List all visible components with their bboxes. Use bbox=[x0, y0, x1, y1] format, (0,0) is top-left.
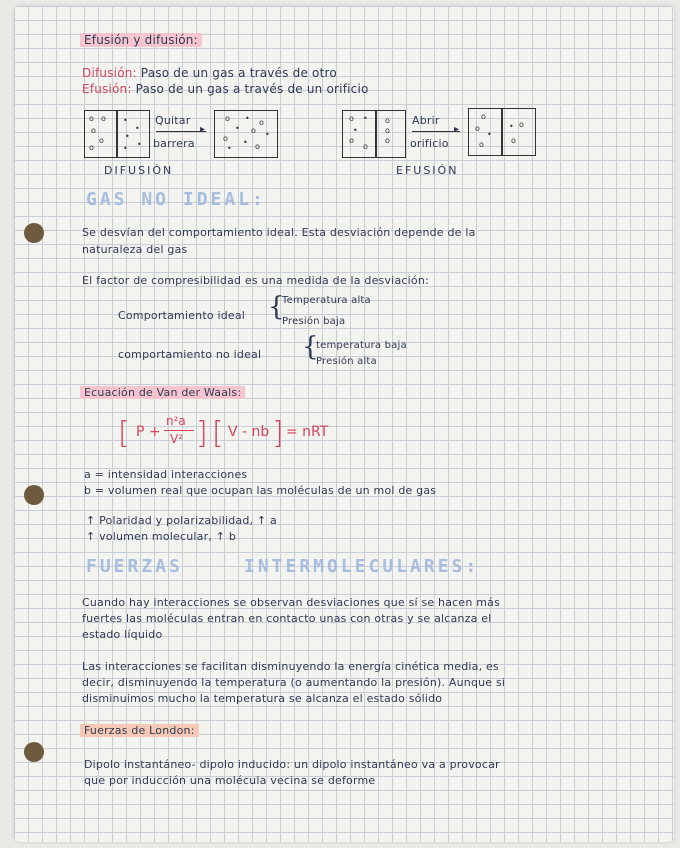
bracket-icon: [ bbox=[212, 416, 224, 451]
container-after-effusion bbox=[468, 108, 536, 156]
definition-term: Efusión: bbox=[82, 82, 132, 96]
nonideal-condition: temperatura baja bbox=[316, 340, 407, 351]
particle: o bbox=[91, 126, 96, 135]
particle: o bbox=[89, 143, 94, 152]
definition-term: Difusión: bbox=[82, 66, 137, 80]
brace-icon: { bbox=[302, 332, 319, 362]
paragraph-line: Cuando hay interacciones se observan desviaciones que sí se hacen más bbox=[82, 596, 501, 609]
section-heading-fuerzas: FUERZAS bbox=[86, 556, 183, 577]
definition-text: Paso de un gas a través de un orificio bbox=[135, 82, 369, 96]
section-heading-gas-no-ideal: GAS NO IDEAL: bbox=[86, 189, 266, 210]
particle: o bbox=[363, 142, 368, 151]
definition-efusion bbox=[82, 82, 369, 96]
particle: • bbox=[235, 124, 240, 133]
wall-with-orifice bbox=[375, 111, 377, 157]
equation-numerator: n²a bbox=[166, 414, 186, 428]
binder-hole bbox=[24, 223, 44, 243]
particle: o bbox=[385, 136, 390, 145]
arrow-label-top: Abrir bbox=[412, 114, 440, 127]
subheading-london: Fuerzas de London: bbox=[80, 724, 199, 737]
wall-with-orifice bbox=[501, 109, 503, 155]
container-after-diffusion bbox=[214, 110, 278, 158]
bracket-icon: [ bbox=[118, 416, 130, 451]
equation-term: V - nb bbox=[228, 424, 270, 440]
particle: • bbox=[487, 130, 492, 139]
barrier bbox=[116, 111, 118, 157]
arrow-label-bottom: orificio bbox=[410, 137, 449, 150]
container-before-diffusion bbox=[84, 110, 150, 158]
particle: o bbox=[259, 118, 264, 127]
note-line: ↑ Polaridad y polarizabilidad, ↑ a bbox=[86, 514, 277, 527]
section-heading-intermoleculares: INTERMOLECULARES: bbox=[244, 556, 480, 577]
particle: • bbox=[123, 144, 128, 153]
particle: • bbox=[125, 132, 130, 141]
fraction-bar bbox=[164, 430, 194, 431]
particle: • bbox=[137, 140, 142, 149]
particle: o bbox=[99, 136, 104, 145]
ideal-condition: Temperatura alta bbox=[282, 295, 371, 306]
particle: • bbox=[123, 116, 128, 125]
paragraph-line: Dipolo instantáneo- dipolo inducido: un dipolo instantáneo va a provocar bbox=[84, 758, 500, 771]
particle: o bbox=[475, 124, 480, 133]
paragraph-line: naturaleza del gas bbox=[82, 243, 188, 256]
particle: o bbox=[349, 114, 354, 123]
particle: • bbox=[363, 114, 368, 123]
section-heading-van-der-waals: Ecuación de Van der Waals: bbox=[80, 386, 245, 399]
caption-difusion: DIFUSIÓN bbox=[104, 164, 174, 177]
paragraph-line: El factor de compresibilidad es una medida de la desviación: bbox=[82, 274, 429, 287]
particle: o bbox=[349, 136, 354, 145]
particle: o bbox=[251, 126, 256, 135]
particle: o bbox=[481, 112, 486, 121]
paragraph-line: Se desvían del comportamiento ideal. Esta desviación depende de la bbox=[82, 226, 476, 239]
paragraph-line: disminuimos mucho la temperatura se alcanza el estado sólido bbox=[82, 692, 443, 705]
particle: o bbox=[89, 114, 94, 123]
paragraph-line: estado líquido bbox=[82, 628, 163, 641]
particle: o bbox=[385, 116, 390, 125]
paragraph-line: decir, disminuyendo la temperatura (o aumentando la presión). Aunque si bbox=[82, 676, 506, 689]
particle: o bbox=[519, 120, 524, 129]
arrow-head-icon: ▸ bbox=[200, 124, 206, 135]
arrow-label-top: Quitar bbox=[155, 114, 191, 127]
particle: o bbox=[101, 114, 106, 123]
particle: • bbox=[353, 126, 358, 135]
particle: • bbox=[265, 130, 270, 139]
particle: • bbox=[245, 114, 250, 123]
brace-icon: { bbox=[268, 292, 285, 322]
binder-hole bbox=[24, 485, 44, 505]
bracket-icon: ] bbox=[272, 416, 284, 451]
paragraph-line: que por inducción una molécula vecina se deforme bbox=[84, 774, 376, 787]
paragraph-line: fuertes las moléculas entran en contacto unas con otras y se alcanza el bbox=[82, 612, 492, 625]
particle: • bbox=[243, 138, 248, 147]
right-arrow-icon bbox=[412, 131, 460, 132]
nonideal-behavior-label: comportamiento no ideal bbox=[118, 348, 262, 361]
nonideal-condition: Presión alta bbox=[316, 356, 377, 367]
paragraph-line: Las interacciones se facilitan disminuyendo la energía cinética media, es bbox=[82, 660, 499, 673]
arrow-head-icon: ▸ bbox=[454, 124, 460, 135]
definition-a: a = intensidad interacciones bbox=[84, 468, 248, 481]
particle: o bbox=[225, 114, 230, 123]
definition-b: b = volumen real que ocupan las moléculas de un mol de gas bbox=[84, 484, 437, 497]
particle: o bbox=[511, 136, 516, 145]
equation-rhs: = nRT bbox=[286, 424, 329, 440]
page-title: Efusión y difusión: bbox=[80, 33, 202, 47]
bracket-icon: ] bbox=[196, 416, 208, 451]
particle: o bbox=[255, 142, 260, 151]
ideal-condition: Presión baja bbox=[282, 316, 346, 327]
right-arrow-icon bbox=[156, 131, 206, 132]
equation-term: P + bbox=[136, 424, 161, 440]
definition-difusion bbox=[82, 66, 337, 80]
ideal-behavior-label: Comportamiento ideal bbox=[118, 309, 246, 322]
arrow-label-bottom: barrera bbox=[153, 137, 195, 150]
container-before-effusion bbox=[342, 110, 406, 158]
particle: • bbox=[227, 144, 232, 153]
particle: • bbox=[509, 122, 514, 131]
caption-efusion: EFUSIÓN bbox=[396, 164, 459, 177]
particle: o bbox=[479, 140, 484, 149]
equation-denominator: V² bbox=[170, 432, 184, 446]
binder-hole bbox=[24, 742, 44, 762]
particle: o bbox=[223, 134, 228, 143]
note-line: ↑ volumen molecular, ↑ b bbox=[86, 530, 237, 543]
definition-text: Paso de un gas a través de otro bbox=[140, 66, 337, 80]
particle: • bbox=[135, 124, 140, 133]
particle: o bbox=[385, 126, 390, 135]
